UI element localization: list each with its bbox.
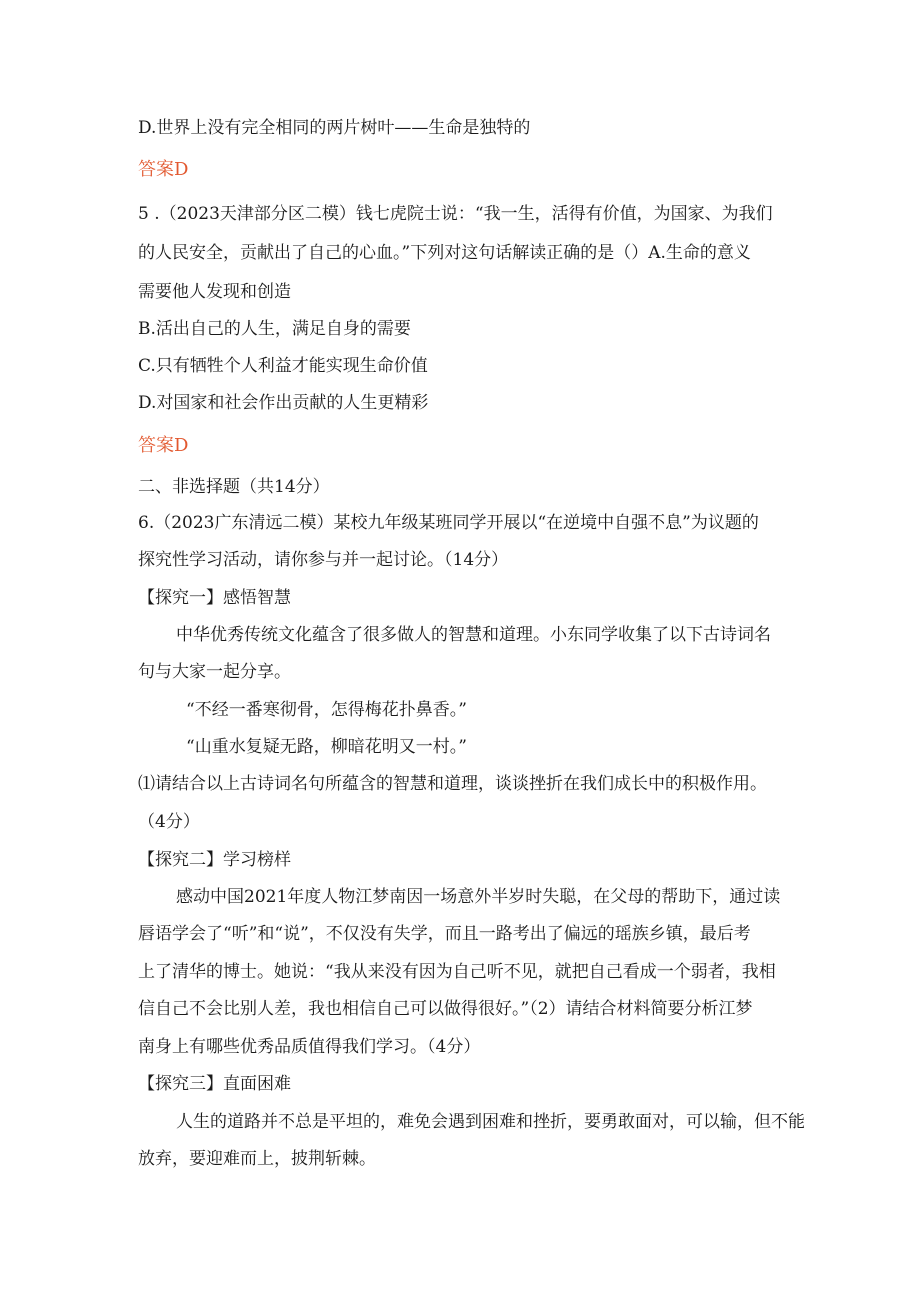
question-5-line-1: 5 .（2023天津部分区二模）钱七虎院士说：“我一生，活得有价值，为国家、为我们 xyxy=(138,204,773,224)
poem-quote-1: “不经一番寒彻骨，怎得梅花扑鼻香。” xyxy=(186,700,467,720)
poem-quote-2: “山重水复疑无路，柳暗花明又一村。” xyxy=(186,737,467,757)
explore-2-heading: 【探究二】学习榜样 xyxy=(138,850,291,870)
explore-1-para-line-2: 句与大家一起分享。 xyxy=(138,662,291,682)
explore-2-para-line-2: 唇语学会了“听”和“说”，不仅没有失学，而且一路考出了偏远的瑶族乡镇，最后考 xyxy=(138,924,751,944)
option-b-line: B.活出自己的人生，满足自身的需要 xyxy=(138,319,411,339)
explore-3-para-line-1: 人生的道路并不总是平坦的，难免会遇到困难和挫折，要勇敢面对，可以输，但不能 xyxy=(176,1112,805,1132)
section-heading: 二、非选择题（共14分） xyxy=(138,477,330,497)
answer-label-2: 答案D xyxy=(138,435,189,456)
question-6-line-1: 6.（2023广东清远二模）某校九年级某班同学开展以“在逆境中自强不息”为议题的 xyxy=(138,513,759,533)
explore-3-para-line-2: 放弃，要迎难而上，披荆斩棘。 xyxy=(138,1149,376,1169)
explore-2-para-line-3: 上了清华的博士。她说：“我从来没有因为自己听不见，就把自己看成一个弱者，我相 xyxy=(138,962,776,982)
explore-1-heading: 【探究一】感悟智慧 xyxy=(138,588,291,608)
explore-2-para-line-5: 南身上有哪些优秀品质值得我们学习。（4分） xyxy=(138,1037,481,1057)
question-5-line-3: 需要他人发现和创造 xyxy=(138,282,291,302)
explore-2-para-line-1: 感动中国2021年度人物江梦南因一场意外半岁时失聪，在父母的帮助下，通过读 xyxy=(176,887,781,907)
sub-question-1-line-1: ⑴请结合以上古诗词名句所蕴含的智慧和道理，谈谈挫折在我们成长中的积极作用。 xyxy=(138,774,767,794)
option-d-line: D.世界上没有完全相同的两片树叶——生命是独特的 xyxy=(138,118,531,138)
answer-label: 答案D xyxy=(138,159,189,180)
explore-1-para-line-1: 中华优秀传统文化蕴含了很多做人的智慧和道理。小东同学收集了以下古诗词名 xyxy=(176,625,771,645)
explore-3-heading: 【探究三】直面困难 xyxy=(138,1074,291,1094)
option-c-line: C.只有牺牲个人利益才能实现生命价值 xyxy=(138,356,428,376)
question-6-line-2: 探究性学习活动，请你参与并一起讨论。（14分） xyxy=(138,550,509,570)
explore-2-para-line-4: 信自己不会比别人差，我也相信自己可以做得很好。”（2）请结合材料简要分析江梦 xyxy=(138,999,753,1019)
question-5-line-2: 的人民安全，贡献出了自己的心血。”下列对这句话解读正确的是（）A.生命的意义 xyxy=(138,243,751,263)
option-d-line-2: D.对国家和社会作出贡献的人生更精彩 xyxy=(138,393,429,413)
sub-question-1-line-2: （4分） xyxy=(138,812,200,832)
